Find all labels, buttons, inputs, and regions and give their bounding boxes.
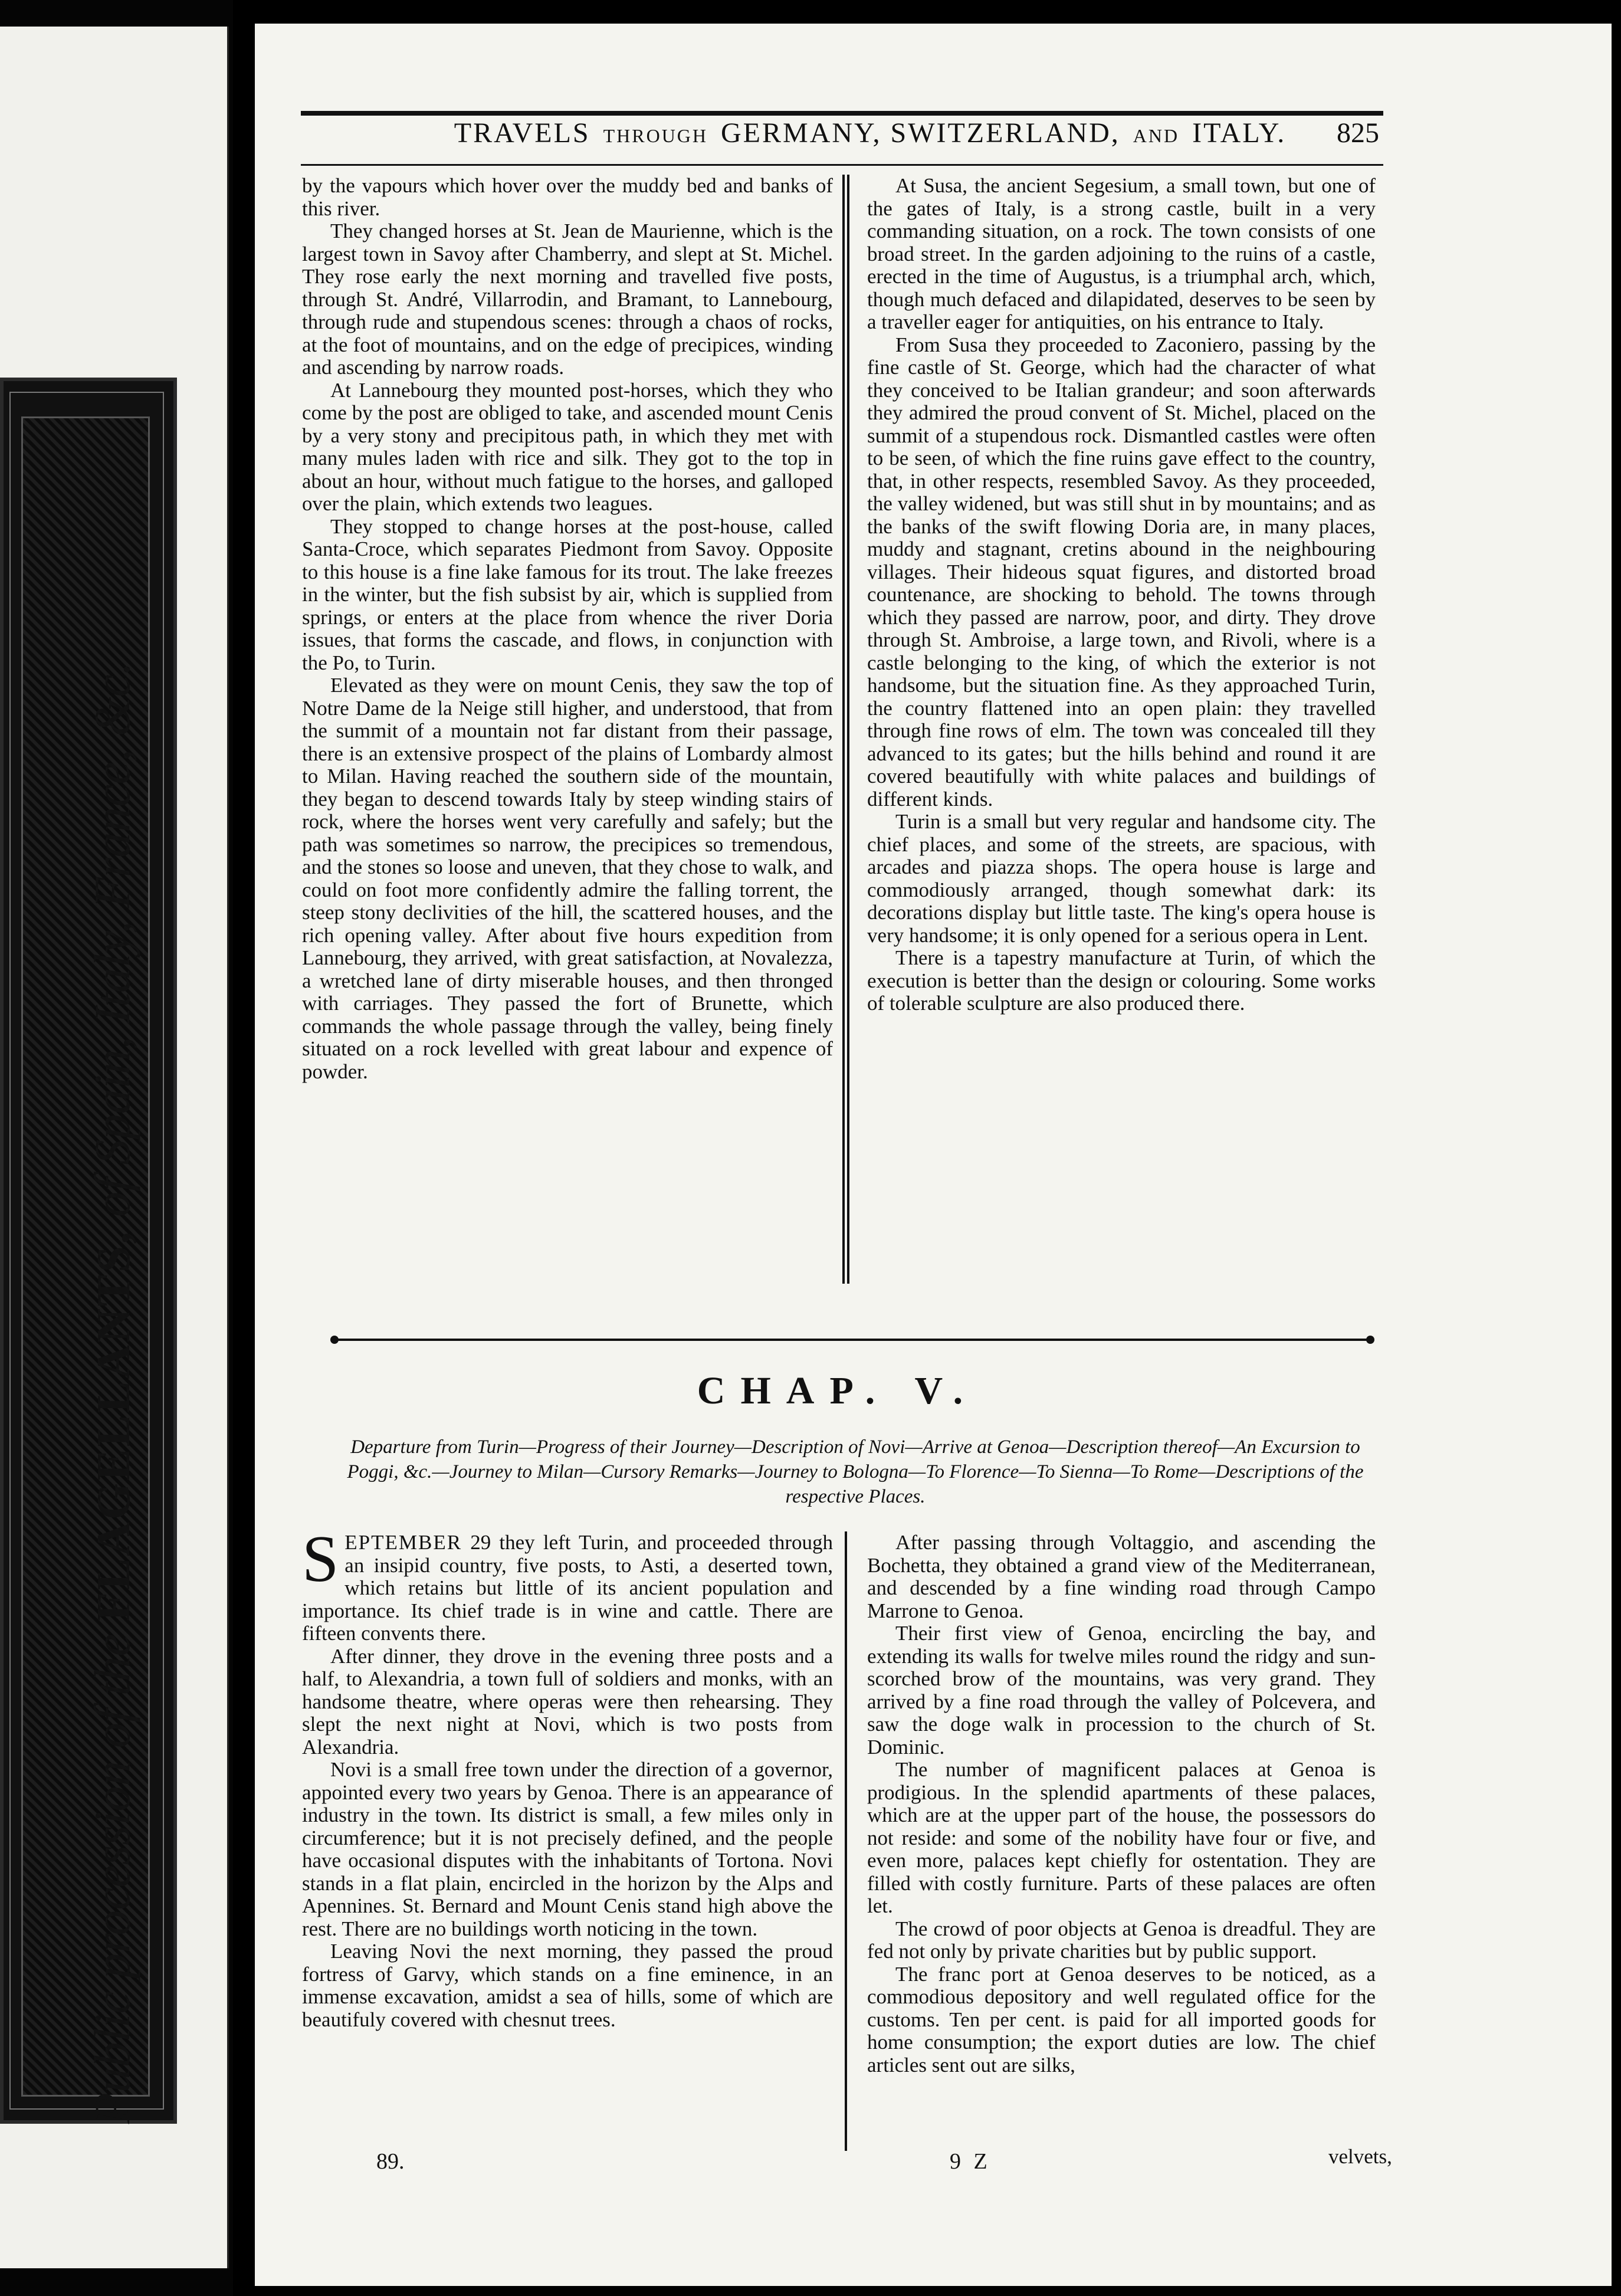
paragraph: There is a tapestry manufacture at Turin, of which the execution is better than the design or colouring. Some works of tolerable sculpture are also produced there. [867, 946, 1376, 1015]
plate-caption-strong: FLAGELLANTS, [88, 1229, 140, 1622]
paragraph: Turin is a small but very regular and handsome city. The chief places, and some of the streets, are spacious, with arcades and piazza shops. The opera house is large and commodiously arranged, though somewhat dark: its decorations display but little taste. The king's opera house is very handsome; it is only opened for a serious opera in Lent. [867, 810, 1376, 947]
bottom-right-column [867, 1531, 1376, 2157]
catchword: velvets, [1328, 2145, 1392, 2168]
drop-cap: S [302, 1531, 339, 1596]
plate-caption [83, 413, 142, 2124]
column-divider [842, 175, 849, 1284]
paragraph: After passing through Voltaggio, and ascending the Bochetta, they obtained a grand view of the Mediterranean, and descended by a fine winding road through Campo Marrone to Genoa. [867, 1531, 1376, 1622]
bottom-left-column [302, 1531, 833, 2139]
top-right-column [867, 175, 1376, 1284]
facing-page [0, 0, 233, 2296]
paragraph: At Susa, the ancient Segesium, a small town, but one of the gates of Italy, is a strong castle, built in a very commanding situation, on a rock. The town consists of one broad street. In the garden adjoining to the ruins of a castle, erected in the time of Augustus, is a triumphal arch, which, though much defaced and dilapidated, deserves to be seen by a traveller eager for antiquities, on his entrance to Italy. [867, 175, 1376, 333]
top-left-column [302, 175, 833, 1284]
plate-caption-part2: of Spain, Italy, France, &c. [84, 661, 140, 1230]
paragraph: The number of magnificent palaces at Genoa is prodigious. In the splendid apartments of these palaces, which are at the upper part of the house, the possessors do not reside: and some of the nobility have four or five, and even more, palaces kept chiefly for ostentation. They are filled with costly furniture. Parts of these palaces are often let. [867, 1758, 1376, 1917]
opening-text: 29 they left Turin, and proceeded through an insipid country, five posts, to Asti, a deserted town, which retains but little of its ancient population and importance. Its chief trade is in wine and cattle. There are fifteen convents there. [302, 1531, 833, 1645]
chapter-summary: Departure from Turin—Progress of their Journey—Description of Novi—Arrive at Genoa—Description thereof—An Excursion to Poggi, &c.—Journey to Milan—Cursory Remarks—Journey to Bologna—To Florence—To Sienna—To Rome—Descriptions of the respective Places. [347, 1436, 1364, 1507]
header-word-through: THROUGH [603, 125, 708, 146]
chapter-title: CHAP. V. [697, 1369, 979, 1412]
header-word-travels: TRAVELS [454, 117, 590, 149]
paragraph: by the vapours which hover over the muddy bed and banks of this river. [302, 175, 833, 220]
header-word-and: AND [1133, 125, 1180, 146]
page-number: 825 [1337, 117, 1379, 149]
paragraph: They changed horses at St. Jean de Maurienne, which is the largest town in Savoy after Chamberry, and slept at St. Michel. They rose early the next morning and travelled five posts, through St. André, Villarrodin, and Bramant, to Lannebourg, through rude and stupendous scenes: through a chaos of rocks, at the foot of mountains, and on the edge of precipices, winding and ascending by narrow roads. [302, 219, 833, 379]
opening-paragraph [302, 1531, 833, 1645]
paragraph: From Susa they proceeded to Zaconiero, passing by the fine castle of St. George, which had the character of what they conceived to be Italian grandeur; and soon afterwards they admired the proud convent of St. Michel, placed on the summit of a stupendous rock. Dismantled castles were often to be seen, of which the fine ruins gave effect to the country, that, in other respects, resembled Savoy. As they proceeded, the valley widened, but was still shut in by mountains; and as the banks of the swift flowing Doria are, in many places, muddy and stagnant, cretins abound in the neighbouring villages. Their hideous squat figures, and distorted broad countenance, are shocking to behold. The towns through which they passed are narrow, poor, and dirty. They drove through St. Ambroise, a large town, and Rivoli, where is a castle belonging to the king, of which the exterior is not handsome, but the situation fine. As they approached Turin, the country flattened into an open plain: they travelled through fine rows of elm. The town was concealed till they advanced to its gates; but the hills behind and round it are covered beautifully with white palaces and buildings of different kinds. [867, 333, 1376, 811]
paragraph: The crowd of poor objects at Genoa is dreadful. They are fed not only by private charities but by public support. [867, 1917, 1376, 1963]
lead-word: EPTEMBER [344, 1531, 462, 1554]
paragraph: Elevated as they were on mount Cenis, they saw the top of Notre Dame de la Neige still higher, and understood, that from the summit of a mountain not far distant from their passage, there is an extensive prospect of the plains of Lombardy almost to Milan. Having reached the southern side of the mountain, they began to descend towards Italy by steep winding stairs of rock, where the horses went very carefully and safely; but the path was sometimes so narrow, the precipices so tremendous, and the stones so loose and uneven, that they chose to walk, and could on foot more confidently admire the falling torrent, the steep stony declivities of the hill, the scattered houses, and the rich opening valley. After about five hours expedition from Lannebourg, they arrived, with great satisfaction, at Novalezza, a wretched lane of dirty miserable houses, and then thronged with carriages. They passed the fort of Brunette, which commands the whole passage through the valley, being finely situated on a rock levelled with great labour and expence of powder. [302, 674, 833, 1083]
paragraph: Leaving Novi the next morning, they passed the proud fortress of Garvy, which stands on a fine eminence, in an immense excavation, amidst a sea of hills, some of which are beautifuly covered with chesnut trees. [302, 1940, 833, 2031]
running-header [407, 117, 1333, 160]
plate-caption-part1: Public procession of the [84, 1621, 140, 2124]
rule-end-right [1366, 1336, 1374, 1344]
signature-mark: 9 Z [950, 2149, 991, 2174]
header-rule-lower [301, 164, 1383, 166]
paragraph: After dinner, they drove in the evening three posts and a half, to Alexandria, a town full of soldiers and monks, with an handsome theatre, where operas were then rehearsing. They slept the next night at Novi, which is two posts from Alexandria. [302, 1644, 833, 1759]
paragraph: Novi is a small free town under the direction of a governor, appointed every two years by Genoa. There is an appearance of industry in the town. Its district is small, a few miles only in circumference; but it is not precisely defined, and the people have occasional disputes with the inhabitants of Tortona. Novi stands in a flat plain, encircled in the horizon by the Alps and Apennines. St. Bernard and Mount Cenis stand high above the rest. There are no buildings worth noticing in the town. [302, 1758, 833, 1940]
section-rule [330, 1336, 1374, 1344]
header-word-countries: GERMANY, SWITZERLAND, [721, 117, 1120, 149]
rule-line [336, 1339, 1369, 1341]
paragraph: At Lannebourg they mounted post-horses, which they who come by the post are obliged to take, and ascended mount Cenis by a very stony and precipitous path, in which they met with many mules laden with rice and silk. They got to the top in about an hour, without much fatigue to the horses, and galloped over the plain, which extends two leagues. [302, 378, 833, 515]
header-word-italy: ITALY. [1192, 117, 1287, 149]
column-divider [845, 1531, 847, 2151]
paragraph: Their first view of Genoa, encircling the bay, and extending its walls for twelve miles round the ridgy and sun-scorched brow of the mountains, was very grand. They arrived by a fine road through the valley of Polcevera, and saw the doge walk in procession to the church of St. Dominic. [867, 1622, 1376, 1759]
paragraph: The franc port at Genoa deserves to be noticed, as a commodious depository and well regulated office for the customs. Ten per cent. is paid for all imported goods for home consumption; the export duties are low. The chief articles sent out are silks, [867, 1962, 1376, 2077]
signature-number: 89. [376, 2149, 405, 2174]
header-rule [301, 111, 1383, 116]
paragraph: They stopped to change horses at the post-house, called Santa-Croce, which separates Piedmont from Savoy. Opposite to this house is a fine lake famous for its trout. The lake freezes in the winter, but the fish subsist by air, which is supplied from springs, or enters at the place from whence the river Doria issues, that forms the cascade, and flows, in conjunction with the Po, to Turin. [302, 514, 833, 674]
